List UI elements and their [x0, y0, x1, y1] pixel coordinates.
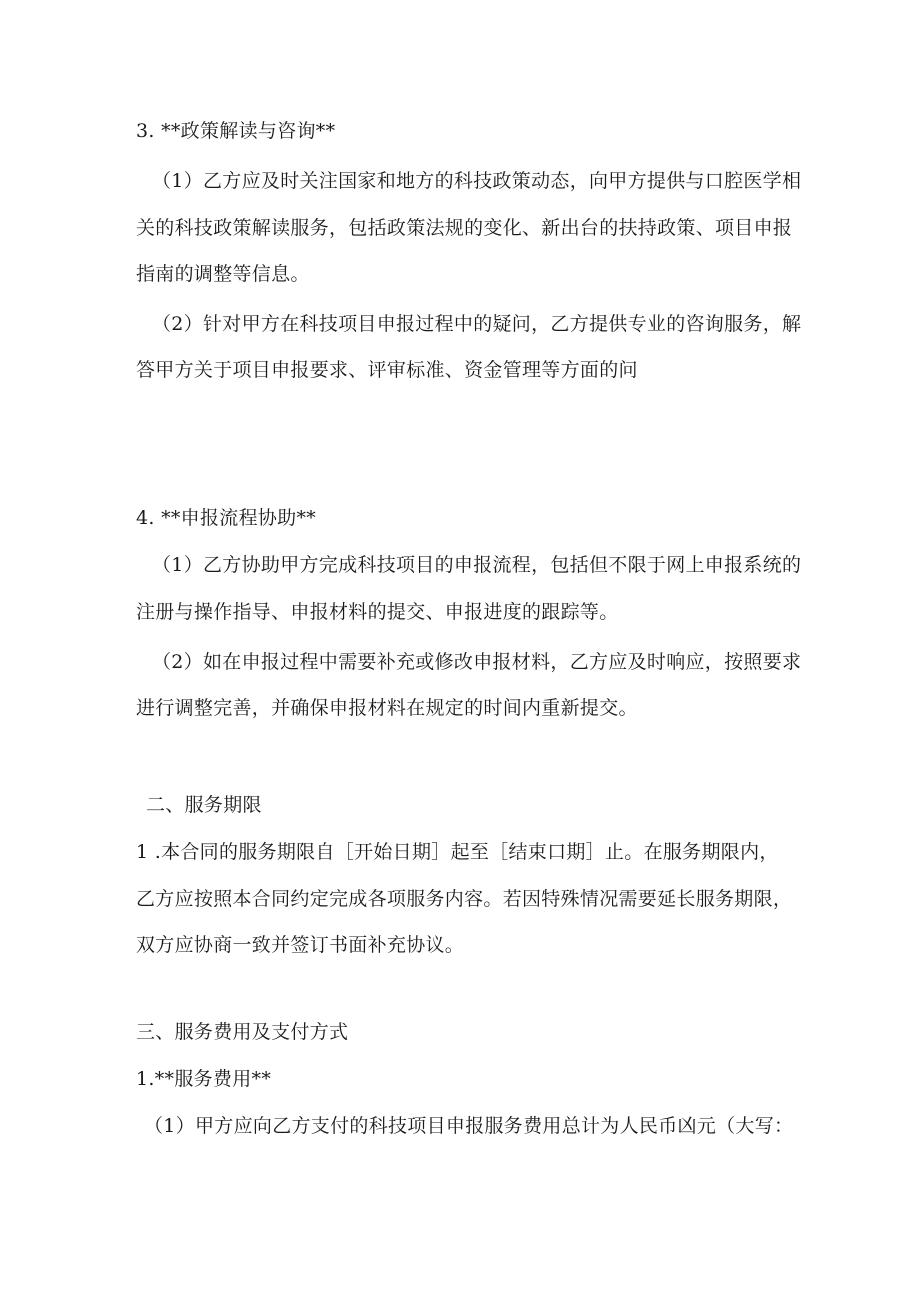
paragraph-line: 关的科技政策解读服务，包括政策法规的变化、新出台的扶持政策、项目申报	[136, 217, 793, 239]
section-heading-fees: 1.**服务费用**	[136, 1068, 272, 1090]
section-heading-process: 4. **申报流程协助**	[136, 507, 317, 529]
paragraph-line: 双方应协商一致并签订书面补充协议。	[136, 934, 465, 956]
paragraph-line: 指南的调整等信息。	[136, 263, 310, 285]
chapter-heading-fees: 三、服务费用及支付方式	[136, 1021, 349, 1043]
paragraph-line: 1 .本合同的服务期限自［开始日期］起至［结束口期］止。在服务期限内，	[136, 841, 779, 863]
paragraph-line: 注册与操作指导、申报材料的提交、申报进度的跟踪等。	[136, 601, 619, 623]
paragraph-line: 进行调整完善，并确保申报材料在规定的时间内重新提交。	[136, 697, 638, 719]
paragraph-line: （2）针对甲方在科技项目申报过程中的疑问，乙方提供专业的咨询服务，解	[152, 313, 802, 335]
paragraph-line: （1）甲方应向乙方支付的科技项目申报服务费用总计为人民币凶元（大写：	[144, 1115, 794, 1137]
chapter-heading-term: 二、服务期限	[146, 794, 262, 816]
paragraph-line: （1）乙方协助甲方完成科技项目的申报流程，包括但不限于网上申报系统的	[152, 554, 802, 576]
section-heading-policy: 3. **政策解读与咨询**	[136, 120, 336, 142]
paragraph-line: 答甲方关于项目申报要求、评审标准、资金管理等方面的问	[136, 359, 638, 381]
paragraph-line: （2）如在申报过程中需要补充或修改申报材料，乙方应及时响应，按照要求	[152, 651, 802, 673]
paragraph-line: （1）乙方应及时关注国家和地方的科技政策动态，向甲方提供与口腔医学相	[152, 170, 802, 192]
paragraph-line: 乙方应按照本合同约定完成各项服务内容。若因特殊情况需要延长服务期限，	[136, 888, 793, 910]
